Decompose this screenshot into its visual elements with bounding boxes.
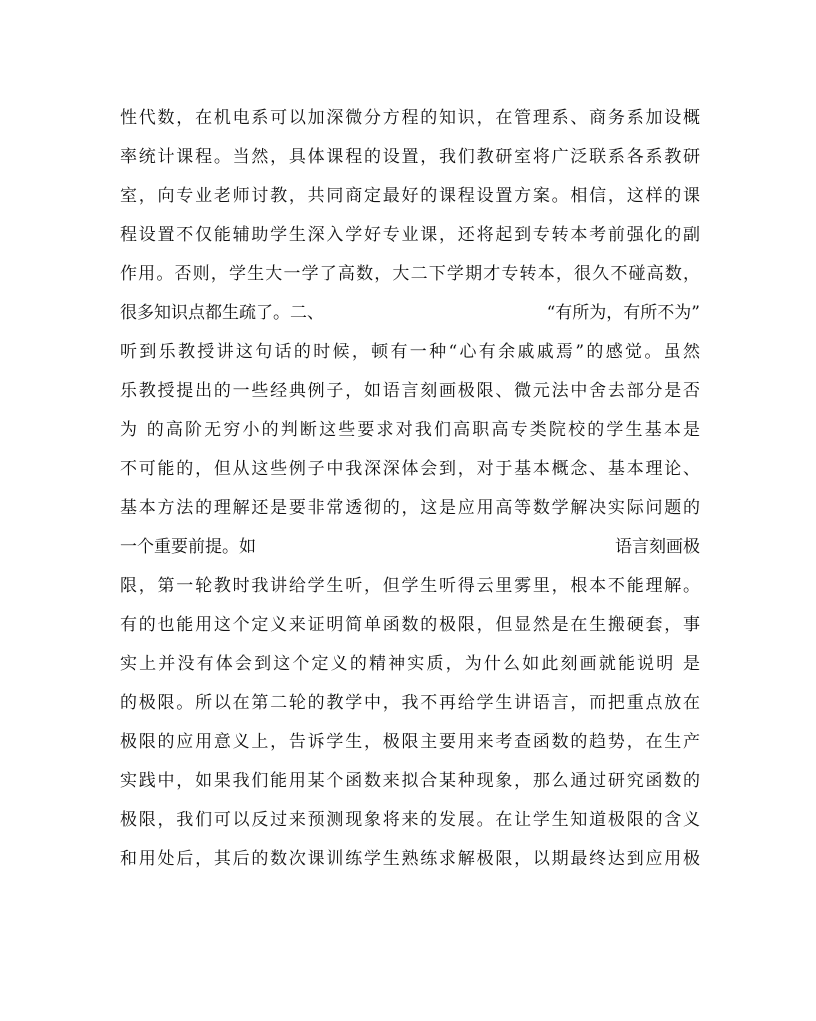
text-line-6-right: “有所为，有所不为” (546, 303, 700, 323)
text-line-1: 性代数，在机电系可以加深微分方程的知识，在管理系、商务系加设概 (120, 108, 700, 128)
text-line-15: 实上并没有体会到这个定义的精神实质，为什么如此刻画就能说明 是 (120, 654, 700, 674)
text-line-6 (120, 298, 700, 328)
text-line-7: 听到乐教授讲这句话的时候，顿有一种“心有余戚戚焉”的感觉。虽然 (120, 342, 700, 362)
text-line-14: 有的也能用这个定义来证明简单函数的极限，但显然是在生搬硬套，事 (120, 615, 700, 635)
text-line-12 (120, 532, 700, 562)
text-line-10: 不可能的，但从这些例子中我深深体会到，对于基本概念、基本理论、 (120, 459, 700, 479)
text-line-13: 限，第一轮教时我讲给学生听，但学生听得云里雾里，根本不能理解。 (120, 576, 700, 596)
text-line-6-left: 很多知识点都生疏了。二、 (120, 303, 324, 323)
text-line-19: 极限，我们可以反过来预测现象将来的发展。在让学生知道极限的含义 (120, 810, 700, 830)
text-line-4: 程设置不仅能辅助学生深入学好专业课，还将起到专转本考前强化的副 (120, 225, 700, 245)
text-line-12-right: 语言刻画极 (615, 537, 700, 557)
text-line-17: 极限的应用意义上，告诉学生，极限主要用来考查函数的趋势，在生产 (120, 732, 700, 752)
text-line-18: 实践中，如果我们能用某个函数来拟合某种现象，那么通过研究函数的 (120, 771, 700, 791)
text-line-8: 乐教授提出的一些经典例子，如语言刻画极限、微元法中舍去部分是否 (120, 381, 700, 401)
text-line-2: 率统计课程。当然，具体课程的设置，我们教研室将广泛联系各系教研 (120, 147, 700, 167)
text-line-12-left: 一个重要前提。如 (120, 537, 256, 557)
text-line-16: 的极限。所以在第二轮的教学中，我不再给学生讲语言，而把重点放在 (120, 693, 700, 713)
text-line-9: 为 的高阶无穷小的判断这些要求对我们高职高专类院校的学生基本是 (120, 420, 700, 440)
text-line-3: 室，向专业老师讨教，共同商定最好的课程设置方案。相信，这样的课 (120, 186, 700, 206)
text-line-5: 作用。否则，学生大一学了高数，大二下学期才专转本，很久不碰高数， (120, 264, 700, 284)
text-line-11: 基本方法的理解还是要非常透彻的，这是应用高等数学解决实际问题的 (120, 498, 700, 518)
text-line-20: 和用处后，其后的数次课训练学生熟练求解极限，以期最终达到应用极 (120, 849, 700, 869)
